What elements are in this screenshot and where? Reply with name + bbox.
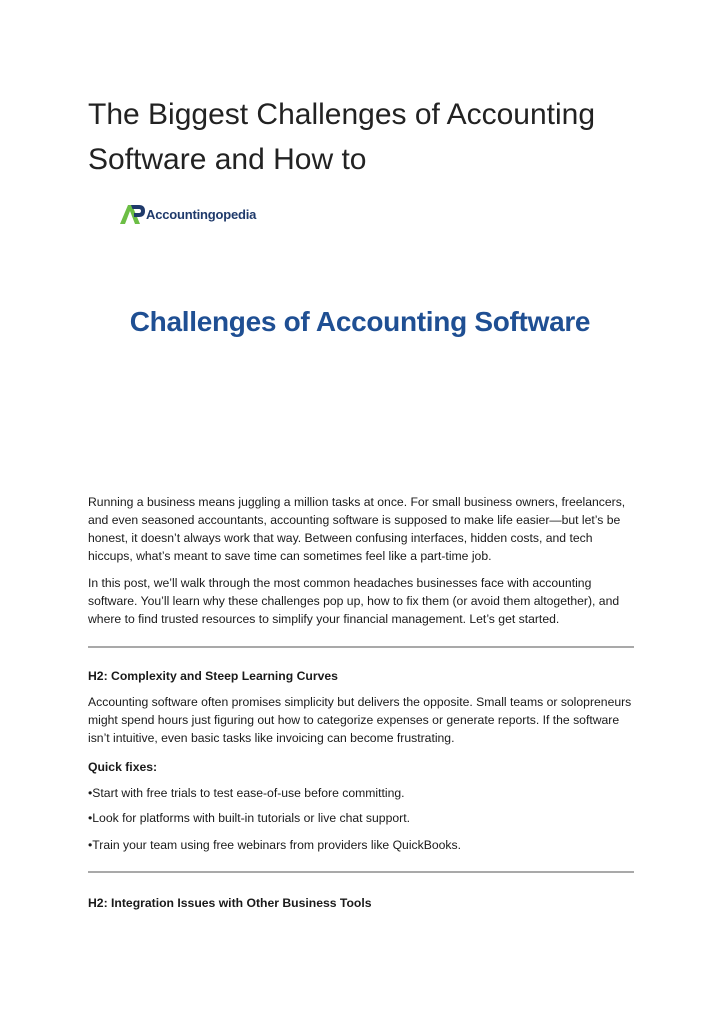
- list-item-text: Start with free trials to test ease-of-use before committing.: [92, 786, 405, 800]
- list-item: [88, 784, 640, 802]
- logo-text: Accountingopedia: [146, 206, 257, 222]
- list-item: [88, 836, 640, 854]
- list-item-text: Look for platforms with built-in tutorials or live chat support.: [92, 811, 410, 825]
- section-heading: H2: Integration Issues with Other Business Tools: [88, 896, 372, 910]
- accountingopedia-logo: [119, 203, 256, 225]
- section-heading: H2: Complexity and Steep Learning Curves: [88, 669, 338, 683]
- logo-icon: [119, 203, 145, 225]
- intro-paragraph-1: Running a business means juggling a million tasks at once. For small business owners, freelancers, and even seasoned accountants, accounting software is supposed to make life easier—but let’s be honest, it doesn’t always work that way. Between confusing interfaces, hidden costs, and tech hiccups, what’s meant to save time can sometimes feel like a part-time job.: [88, 495, 626, 563]
- divider: [88, 646, 634, 648]
- page-title: The Biggest Challenges of Accounting Software and How to: [88, 98, 595, 176]
- divider: [88, 871, 634, 873]
- quick-fixes-label: Quick fixes:: [88, 760, 158, 774]
- intro-paragraph-2: In this post, we’ll walk through the most common headaches businesses face with accounting software. You’ll learn why these challenges pop up, how to fix them (or avoid them altogether), and where to find trusted resources to simplify your financial management. Let’s get started.: [88, 576, 620, 626]
- list-item: [88, 809, 640, 827]
- banner-title: Challenges of Accounting Software: [129, 306, 591, 337]
- list-item-text: Train your team using free webinars from providers like QuickBooks.: [92, 838, 461, 852]
- section-paragraph: Accounting software often promises simplicity but delivers the opposite. Small teams or solopreneurs might spend hours just figuring out how to categorize expenses or generate reports. If the software isn’t intuitive, even basic tasks like invoicing can become frustrating.: [88, 695, 632, 745]
